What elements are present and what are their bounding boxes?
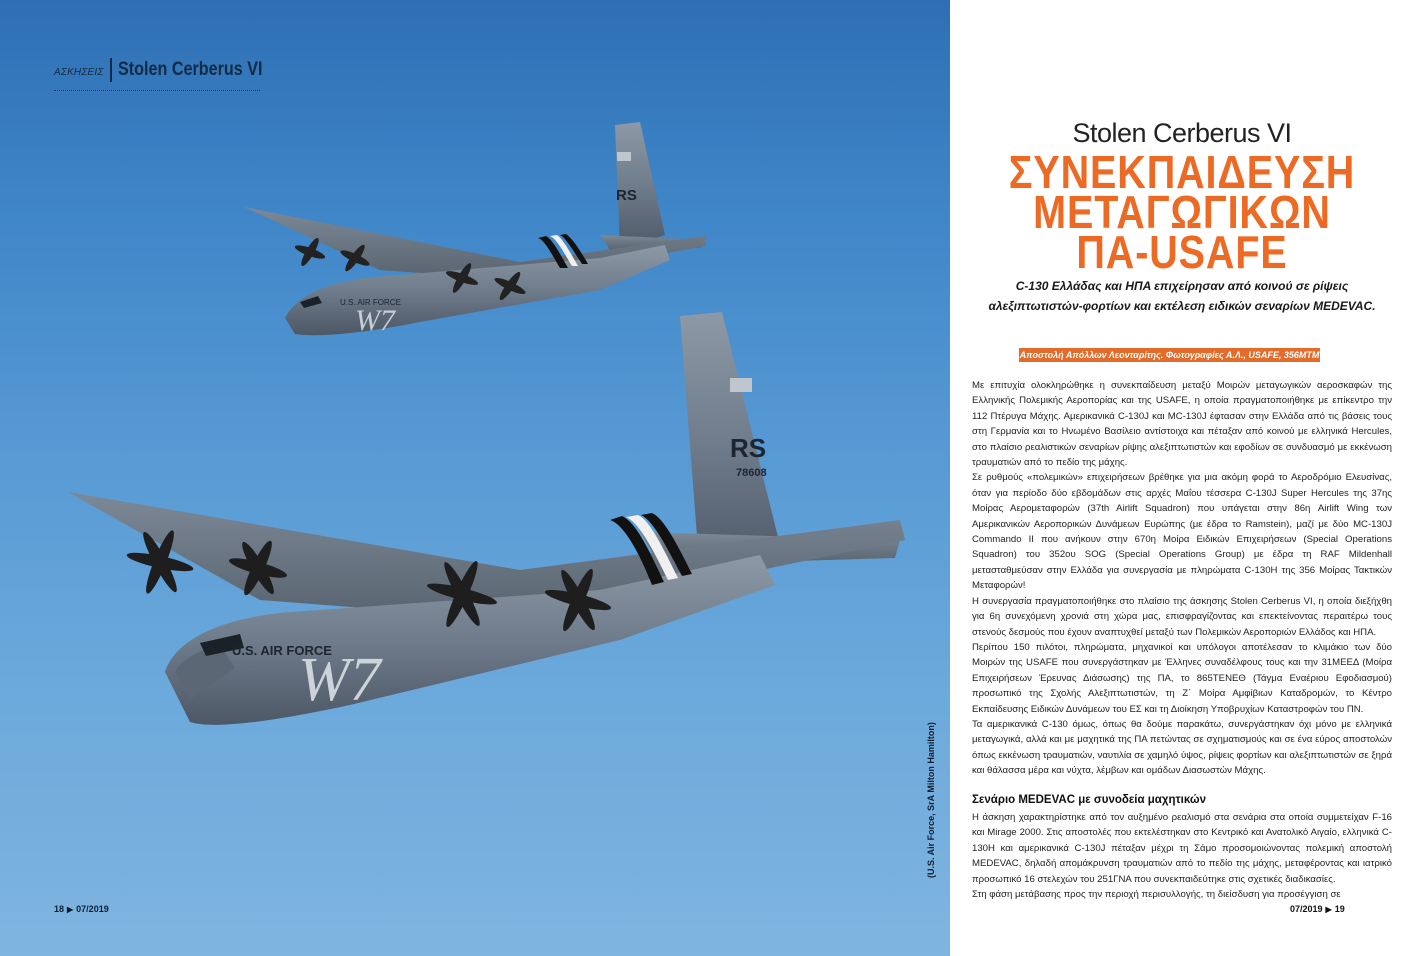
article-byline: Αποστολή Απόλλων Λεονταρίτης. Φωτογραφίες Α.Λ., USAFE, 356ΜΤΜ — [1019, 350, 1320, 360]
section-title: Stolen Cerberus VI — [118, 59, 263, 80]
front-tail-serial: 78608 — [736, 467, 767, 479]
page-folio-right — [1290, 904, 1345, 914]
article-headline — [950, 146, 1414, 278]
article-deck: C-130 Ελλάδας και ΗΠΑ επιχείρησαν από κοινού σε ρίψεις αλεξιπτωτιστών-φορτίων και εκτέλεση ειδικών σεναρίων MEDEVAC. — [988, 279, 1376, 313]
body-paragraph: Σε ρυθμούς «πολεμικών» επιχειρήσεων βρέθηκε για μια ακόμη φορά το Αεροδρόμιο Ελευσίνας, όταν για περίοδο δύο εβδομάδων στις αρχές Μαΐου τέσσερα C-130J Super Hercules της 37ης Μοίρας Αερομεταφορών (37th Airlift Squadron) που υπάγεται στην 86η Airlift Wing των Αμερικανικών Αεροπορικών Δυνάμεων Ευρώπης (με έδρα το Ramstein), μαζί με δύο MC-130J Commando II που ανήκουν στην 670η Μοίρα Ειδικών Επιχειρήσεων (Special Operations Squadron) του 352ου SOG (Special Operations Group) με έδρα τη RAF Mildenhall μετασταθμεύσαν στην Ελλάδα για συνεργασία με πληρώματα C-130H της 356 Μοίρας Τακτικών Μεταφορών! — [972, 472, 1392, 592]
article-subhead: Σενάριο MEDEVAC με συνοδεία μαχητικών — [972, 793, 1206, 806]
article-kicker: Stolen Cerberus VI — [1072, 118, 1292, 148]
section-header — [54, 56, 263, 91]
body-paragraph: Τα αμερικανικά C-130 όμως, όπως θα δούμε παρακάτω, συνεργάστηκαν όχι μόνο με ελληνικά μεταγωγικά, αλλά και με μαχητικά της ΠΑ πετώντας σε σχηματισμούς και σε ένα εύρος αποστολών όπως εκκένωση τραυματιών, ναυτιλία σε χαμηλό ύψος, ρίψεις φορτίων και αλεξιπτωτιστών σε ξηρά και θάλασσα μέρα και νύχτα, λέμβων και ομάδων Διασωστών Μάχης. — [972, 718, 1392, 777]
body-paragraph: Περίπου 150 πιλότοι, πληρώματα, μηχανικοί και υπόλογοι αποτέλεσαν το κλιμάκιο των δύο Μοιρών της USAFE που συνεργάστηκαν με Έλληνες συναδέλφους τους και την 31ΜΕΕΔ (Μοίρα Επιχειρήσεων Έρευνας Διάσωσης) της ΠΑ, το 865ΤΕΝΕΘ (Τάγμα Εναέριου Εφοδιασμού) προσωπικό της Σχολής Αλεξιπτωτιστών, τη Ζ΄ Μοίρα Αμφίβιων Καταδρομών, το Κέντρο Εκπαίδευσης Ειδικών Δυνάμεων του ΕΣ και τη Διοίκηση Υποβρυχίων Καταστροφών του ΠΝ. — [972, 641, 1392, 715]
rear-tail-code: RS — [616, 187, 637, 204]
body-paragraph: Στη φάση μετάβασης προς την περιοχή περισυλλογής, τη διείσδυση για προσέγγιση σε — [972, 889, 1341, 900]
rear-nose-art: W7 — [355, 304, 395, 337]
triangle-right-icon: ▶ — [67, 905, 74, 914]
front-tail-code: RS — [730, 433, 767, 463]
body-paragraph: Η συνεργασία πραγματοποιήθηκε στο πλαίσιο της άσκησης Stolen Cerberus VI, η οποία διεξήχθη για 6η συνεχόμενη χρονιά στη χώρα μας, επισφραγίζοντας και επεκτείνοντας περαιτέρω τους στενούς δεσμούς που έχουν αναπτυχθεί μεταξύ των Πολεμικών Αεροποριών Ελλάδος και ΗΠΑ. — [972, 595, 1392, 638]
issue-date: 07/2019 — [1290, 904, 1323, 914]
right-page — [950, 0, 1414, 956]
page-folio-left — [54, 904, 109, 914]
body-paragraph: Με επιτυχία ολοκληρώθηκε η συνεκπαίδευση μεταξύ Μοιρών μεταγωγικών αεροσκαφών της Ελληνικής Πολεμικής Αεροπορίας και της USAFE, η οποία πραγματοποιήθηκε με επίκεντρο την 112 Πτέρυγα Μάχης. Αμερικανικά C-130J και MC-130J έφτασαν στην Ελλάδα από τις βάσεις τους στη Γερμανία και το Ηνωμένο Βασίλειο αντίστοιχα και πέταξαν από κοινού με ελληνικά Hercules, στο πλαίσιο ρεαλιστικών σεναρίων ρίψης αλεξιπτωτιστών και εφοδίων σε συνδυασμό με εκκένωση τραυματιών από το πεδίο της μάχης. — [972, 380, 1392, 469]
front-aircraft — [68, 312, 905, 725]
headline-line: ΣΥΝΕΚΠΑΙΔΕΥΣΗ — [1008, 146, 1356, 198]
headline-line: ΠΑ-USAFE — [1076, 226, 1288, 278]
page-number: 18 — [54, 904, 65, 914]
section-kicker: ΑΣΚΗΣΕΙΣ — [54, 67, 104, 78]
page-number: 19 — [1334, 904, 1345, 914]
triangle-right-icon: ▶ — [1325, 905, 1332, 914]
rear-aircraft — [244, 122, 706, 337]
photo-credit: (U.S. Air Force, SrA Milton Hamilton) — [926, 722, 936, 878]
rear-fuselage-text: U.S. AIR FORCE — [340, 298, 401, 307]
front-fuselage-text: U.S. AIR FORCE — [232, 643, 332, 658]
headline-line: ΜΕΤΑΓΩΓΙΚΩΝ — [1033, 186, 1331, 238]
article-body — [972, 378, 1392, 902]
front-nose-art: W7 — [298, 646, 381, 714]
section-divider — [110, 58, 112, 82]
issue-date: 07/2019 — [76, 904, 109, 914]
body-paragraph: Η άσκηση χαρακτηρίστηκε από τον αυξημένο ρεαλισμό στα σενάρια στα οποία συμμετείχαν F-16 και Mirage 2000. Στις αποστολές που εκτελέστηκαν στο Κεντρικό και Ανατολικό Αιγαίο, ελληνικά C-130H και αμερικανικά C-130J πέταξαν μέχρι τη Σάμο προσομοιώνοντας πολεμική αποστολή MEDEVAC, δηλαδή απομάκρυνση τραυματιών από το πεδίο της μάχης, μεταφέροντας και ιατρικό προσωπικό 16 στελεχών του 251ΓΝΑ που συνεκπαιδεύτηκε στις σχετικές διαδικασίες. — [972, 811, 1392, 885]
